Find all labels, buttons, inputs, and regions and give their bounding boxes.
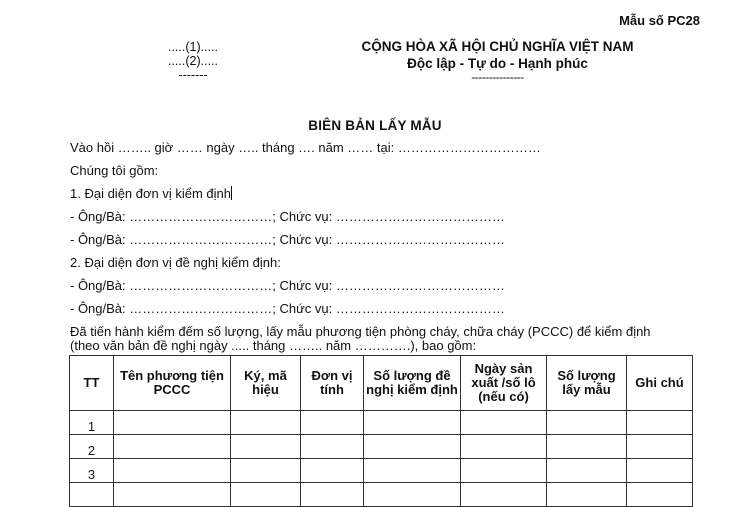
nation-separator: --------------- (471, 70, 524, 84)
cell-sample-quantity[interactable] (547, 435, 627, 459)
time-place-line: Vào hồi …….. giờ …… ngày ….. tháng …. năm …… tại: …………………………… (70, 140, 541, 155)
cell-equipment-name[interactable] (114, 459, 231, 483)
statement-line-2: (theo văn bản đề nghị ngày ..... tháng …….. năm ………….), bao gồm: (70, 338, 477, 353)
cell-unit[interactable] (301, 483, 364, 507)
cell-model-code[interactable] (231, 435, 301, 459)
cell-requested-quantity[interactable] (364, 459, 461, 483)
cell-model-code[interactable] (231, 411, 301, 435)
sample-table (69, 355, 693, 507)
section-1-heading (70, 186, 232, 201)
cell-equipment-name[interactable] (114, 411, 231, 435)
section-2-member-1: - Ông/Bà: ……………………………; Chức vụ: ………………………………… (70, 278, 505, 293)
header-equipment-name: Tên phương tiện PCCC (114, 356, 231, 411)
cell-unit[interactable] (301, 435, 364, 459)
national-motto-block (355, 38, 640, 82)
header-unit: Đơn vị tính (301, 356, 364, 411)
document-title: BIÊN BẢN LẤY MẪU (308, 118, 442, 133)
cell-model-code[interactable] (231, 459, 301, 483)
section-1-member-2: - Ông/Bà: ……………………………; Chức vụ: ………………………………… (70, 232, 505, 247)
cell-requested-quantity[interactable] (364, 435, 461, 459)
cell-sample-quantity[interactable] (547, 411, 627, 435)
header-requested-quantity: Số lượng đề nghị kiểm định (364, 356, 461, 411)
header-sample-quantity: Số lượng lấy mẫu (547, 356, 627, 411)
cell-model-code[interactable] (231, 483, 301, 507)
cell-unit[interactable] (301, 459, 364, 483)
cell-manufacture-date-lot[interactable] (461, 435, 547, 459)
cell-manufacture-date-lot[interactable] (461, 483, 547, 507)
header-notes: Ghi chú (627, 356, 693, 411)
agency-line-2: .....(2)..... (167, 54, 218, 68)
table-row (70, 411, 693, 435)
agency-separator: ------- (178, 68, 208, 82)
cell-notes[interactable] (627, 411, 693, 435)
table-row (70, 483, 693, 507)
cell-equipment-name[interactable] (114, 483, 231, 507)
cell-notes[interactable] (627, 459, 693, 483)
section-1-heading-text: 1. Đại diện đơn vị kiểm định (70, 186, 231, 201)
text-cursor (231, 186, 232, 200)
cell-requested-quantity[interactable] (364, 483, 461, 507)
cell-requested-quantity[interactable] (364, 411, 461, 435)
section-1-member-1: - Ông/Bà: ……………………………; Chức vụ: ………………………………… (70, 209, 505, 224)
cell-tt[interactable]: 3 (70, 459, 114, 483)
agency-line-1: .....(1)..... (167, 40, 218, 54)
section-2-member-2: - Ông/Bà: ……………………………; Chức vụ: ………………………………… (70, 301, 505, 316)
nation-motto: Độc lập - Tự do - Hạnh phúc (407, 56, 588, 71)
header-manufacture-date-lot: Ngày sản xuất /số lô (nếu có) (461, 356, 547, 411)
cell-manufacture-date-lot[interactable] (461, 411, 547, 435)
header-tt: TT (70, 356, 114, 411)
table-row (70, 435, 693, 459)
cell-tt[interactable] (70, 483, 114, 507)
intro-line: Chúng tôi gồm: (70, 163, 159, 178)
cell-notes[interactable] (627, 435, 693, 459)
statement-line-1: Đã tiến hành kiểm đếm số lượng, lấy mẫu phương tiện phòng cháy, chữa cháy (PCCC) để kiểm định (70, 324, 651, 339)
cell-notes[interactable] (627, 483, 693, 507)
form-number: Mẫu số PC28 (619, 13, 700, 28)
cell-equipment-name[interactable] (114, 435, 231, 459)
cell-tt[interactable]: 1 (70, 411, 114, 435)
cell-tt[interactable]: 2 (70, 435, 114, 459)
section-2-heading: 2. Đại diện đơn vị đề nghị kiểm định: (70, 255, 281, 270)
table-header-row (70, 356, 693, 411)
cell-sample-quantity[interactable] (547, 459, 627, 483)
header-model-code: Ký, mã hiệu (231, 356, 301, 411)
nation-name: CỘNG HÒA XÃ HỘI CHỦ NGHĨA VIỆT NAM (361, 39, 634, 54)
table-row (70, 459, 693, 483)
cell-manufacture-date-lot[interactable] (461, 459, 547, 483)
agency-block (158, 40, 228, 82)
cell-unit[interactable] (301, 411, 364, 435)
cell-sample-quantity[interactable] (547, 483, 627, 507)
